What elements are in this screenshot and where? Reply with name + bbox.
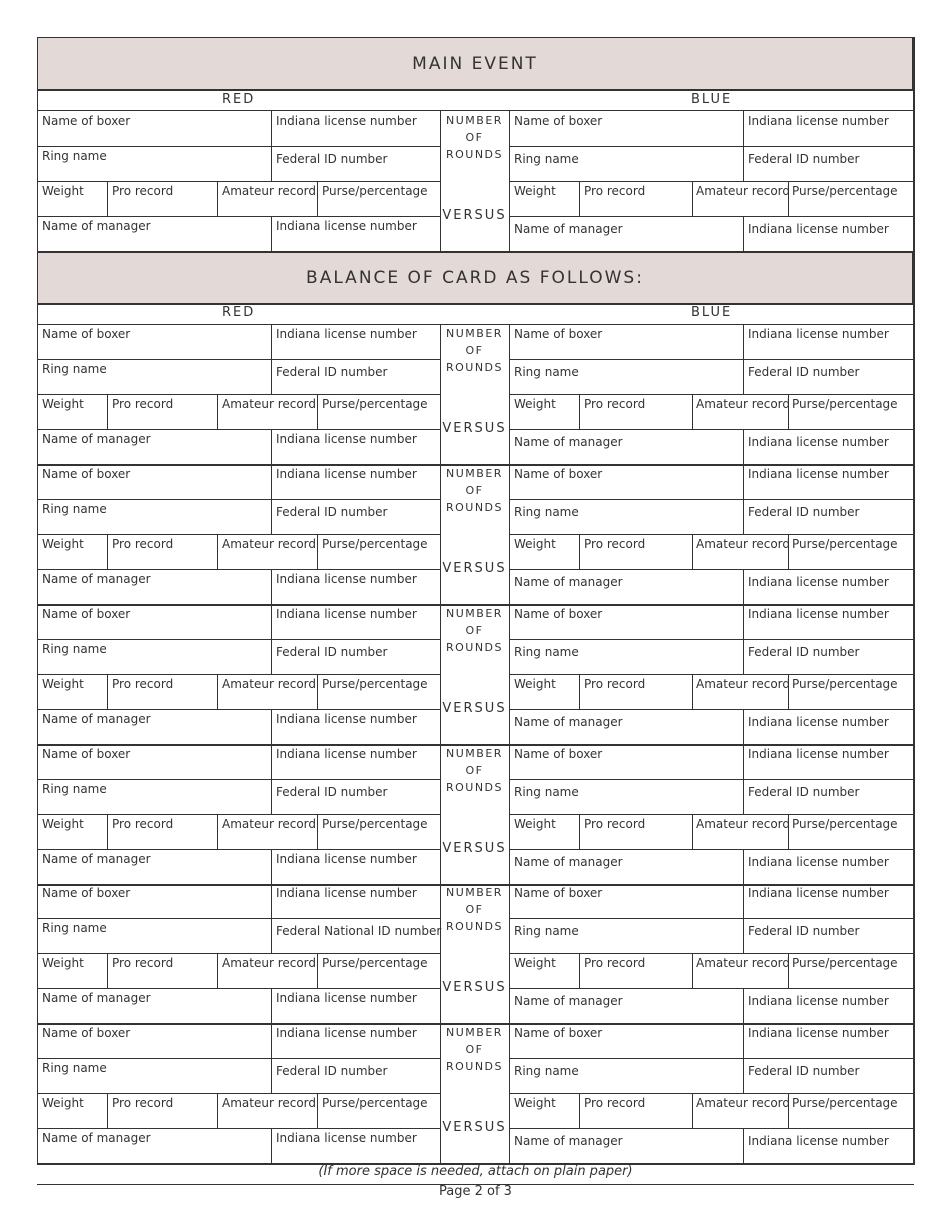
rounds-rounds-label: ROUNDS — [445, 920, 504, 933]
red-ring-name-label: Ring name — [42, 362, 107, 376]
blue-weight-label: Weight — [514, 184, 556, 198]
red-boxer-name-label: Name of boxer — [42, 607, 131, 621]
red-license-label: Indiana license number — [276, 886, 417, 900]
rounds-rounds-label: ROUNDS — [445, 1060, 504, 1073]
red-purse-label: Purse/percentage — [322, 817, 428, 831]
rounds-rounds-label: ROUNDS — [445, 361, 504, 374]
blue-weight-label: Weight — [514, 397, 556, 411]
blue-manager-license-label: Indiana license number — [748, 435, 889, 449]
blue-boxer-name-label: Name of boxer — [514, 114, 603, 128]
rule-line — [913, 37, 915, 1165]
blue-manager-license-label: Indiana license number — [748, 715, 889, 729]
blue-amateur-record-label: Amateur record — [696, 956, 791, 970]
red-manager-license-label: Indiana license number — [276, 712, 417, 726]
blue-weight-label: Weight — [514, 537, 556, 551]
red-weight-label: Weight — [42, 397, 84, 411]
red-boxer-name-label: Name of boxer — [42, 467, 131, 481]
blue-ring-name-label: Ring name — [514, 505, 579, 519]
red-ring-name-label: Ring name — [42, 782, 107, 796]
red-corner-label: RED — [222, 305, 256, 320]
blue-manager-label: Name of manager — [514, 222, 623, 236]
red-amateur-record-label: Amateur record — [222, 537, 317, 551]
red-purse-label: Purse/percentage — [322, 537, 428, 551]
blue-federal-id-label: Federal ID number — [748, 365, 860, 379]
red-weight-label: Weight — [42, 184, 84, 198]
rounds-of-label: OF — [465, 131, 484, 144]
blue-amateur-record-label: Amateur record — [696, 397, 791, 411]
red-license-label: Indiana license number — [276, 467, 417, 481]
blue-purse-label: Purse/percentage — [792, 397, 898, 411]
red-federal-id-label: Federal National ID number — [276, 924, 442, 938]
blue-purse-label: Purse/percentage — [792, 956, 898, 970]
blue-manager-license-label: Indiana license number — [748, 575, 889, 589]
blue-amateur-record-label: Amateur record — [696, 677, 791, 691]
red-boxer-name-label: Name of boxer — [42, 327, 131, 341]
blue-ring-name-label: Ring name — [514, 152, 579, 166]
rounds-of-label: OF — [465, 344, 484, 357]
blue-pro-record-label: Pro record — [584, 537, 646, 551]
red-manager-label: Name of manager — [42, 432, 151, 446]
blue-weight-label: Weight — [514, 956, 556, 970]
red-amateur-record-label: Amateur record — [222, 184, 317, 198]
red-federal-id-label: Federal ID number — [276, 1064, 388, 1078]
red-manager-license-label: Indiana license number — [276, 991, 417, 1005]
blue-corner-label: BLUE — [691, 305, 733, 320]
red-weight-label: Weight — [42, 817, 84, 831]
versus-label: VERSUS — [442, 208, 507, 223]
blue-manager-label: Name of manager — [514, 715, 623, 729]
blue-manager-label: Name of manager — [514, 855, 623, 869]
red-pro-record-label: Pro record — [112, 677, 174, 691]
blue-weight-label: Weight — [514, 1096, 556, 1110]
red-manager-license-label: Indiana license number — [276, 432, 417, 446]
red-license-label: Indiana license number — [276, 114, 417, 128]
rounds-rounds-label: ROUNDS — [445, 781, 504, 794]
rounds-of-label: OF — [465, 903, 484, 916]
red-manager-license-label: Indiana license number — [276, 852, 417, 866]
red-federal-id-label: Federal ID number — [276, 365, 388, 379]
red-manager-license-label: Indiana license number — [276, 1131, 417, 1145]
blue-manager-label: Name of manager — [514, 435, 623, 449]
blue-license-label: Indiana license number — [748, 1026, 889, 1040]
red-manager-label: Name of manager — [42, 219, 151, 233]
red-amateur-record-label: Amateur record — [222, 956, 317, 970]
blue-pro-record-label: Pro record — [584, 1096, 646, 1110]
red-weight-label: Weight — [42, 1096, 84, 1110]
blue-manager-license-label: Indiana license number — [748, 994, 889, 1008]
blue-boxer-name-label: Name of boxer — [514, 607, 603, 621]
rounds-number-label: NUMBER — [446, 114, 503, 127]
blue-amateur-record-label: Amateur record — [696, 537, 791, 551]
blue-ring-name-label: Ring name — [514, 365, 579, 379]
blue-amateur-record-label: Amateur record — [696, 817, 791, 831]
red-manager-label: Name of manager — [42, 572, 151, 586]
blue-purse-label: Purse/percentage — [792, 537, 898, 551]
blue-manager-license-label: Indiana license number — [748, 1134, 889, 1148]
blue-pro-record-label: Pro record — [584, 817, 646, 831]
main-event-header: MAIN EVENT — [37, 37, 914, 91]
red-ring-name-label: Ring name — [42, 642, 107, 656]
red-amateur-record-label: Amateur record — [222, 1096, 317, 1110]
blue-federal-id-label: Federal ID number — [748, 645, 860, 659]
red-boxer-name-label: Name of boxer — [42, 114, 131, 128]
red-manager-label: Name of manager — [42, 991, 151, 1005]
blue-boxer-name-label: Name of boxer — [514, 747, 603, 761]
red-ring-name-label: Ring name — [42, 921, 107, 935]
blue-license-label: Indiana license number — [748, 467, 889, 481]
rounds-rounds-label: ROUNDS — [445, 501, 504, 514]
blue-weight-label: Weight — [514, 817, 556, 831]
blue-pro-record-label: Pro record — [584, 956, 646, 970]
rounds-number-label: NUMBER — [446, 327, 503, 340]
blue-amateur-record-label: Amateur record — [696, 1096, 791, 1110]
red-corner-label: RED — [222, 92, 256, 107]
blue-federal-id-label: Federal ID number — [748, 505, 860, 519]
red-federal-id-label: Federal ID number — [276, 645, 388, 659]
rounds-rounds-label: ROUNDS — [445, 641, 504, 654]
red-weight-label: Weight — [42, 677, 84, 691]
blue-pro-record-label: Pro record — [584, 184, 646, 198]
rule-line — [37, 251, 914, 253]
rule-line — [37, 37, 914, 38]
blue-federal-id-label: Federal ID number — [748, 1064, 860, 1078]
blue-purse-label: Purse/percentage — [792, 1096, 898, 1110]
blue-purse-label: Purse/percentage — [792, 817, 898, 831]
blue-ring-name-label: Ring name — [514, 785, 579, 799]
red-license-label: Indiana license number — [276, 327, 417, 341]
red-federal-id-label: Federal ID number — [276, 152, 388, 166]
rounds-of-label: OF — [465, 484, 484, 497]
red-manager-label: Name of manager — [42, 712, 151, 726]
rule-line — [37, 1163, 914, 1165]
blue-manager-license-label: Indiana license number — [748, 855, 889, 869]
balance-of-card-header: BALANCE OF CARD AS FOLLOWS: — [37, 252, 914, 305]
red-manager-label: Name of manager — [42, 1131, 151, 1145]
red-boxer-name-label: Name of boxer — [42, 1026, 131, 1040]
red-pro-record-label: Pro record — [112, 184, 174, 198]
red-purse-label: Purse/percentage — [322, 184, 428, 198]
red-ring-name-label: Ring name — [42, 502, 107, 516]
red-weight-label: Weight — [42, 956, 84, 970]
red-pro-record-label: Pro record — [112, 397, 174, 411]
blue-weight-label: Weight — [514, 677, 556, 691]
blue-boxer-name-label: Name of boxer — [514, 886, 603, 900]
rounds-number-label: NUMBER — [446, 467, 503, 480]
red-ring-name-label: Ring name — [42, 1061, 107, 1075]
red-boxer-name-label: Name of boxer — [42, 886, 131, 900]
red-license-label: Indiana license number — [276, 1026, 417, 1040]
rounds-number-label: NUMBER — [446, 1026, 503, 1039]
red-federal-id-label: Federal ID number — [276, 505, 388, 519]
red-purse-label: Purse/percentage — [322, 397, 428, 411]
red-license-label: Indiana license number — [276, 747, 417, 761]
red-amateur-record-label: Amateur record — [222, 397, 317, 411]
blue-manager-label: Name of manager — [514, 994, 623, 1008]
blue-federal-id-label: Federal ID number — [748, 924, 860, 938]
rounds-of-label: OF — [465, 764, 484, 777]
blue-purse-label: Purse/percentage — [792, 184, 898, 198]
blue-boxer-name-label: Name of boxer — [514, 1026, 603, 1040]
versus-label: VERSUS — [442, 561, 507, 576]
blue-federal-id-label: Federal ID number — [748, 785, 860, 799]
blue-license-label: Indiana license number — [748, 747, 889, 761]
red-amateur-record-label: Amateur record — [222, 817, 317, 831]
red-boxer-name-label: Name of boxer — [42, 747, 131, 761]
boxing-card-form — [37, 37, 914, 1199]
blue-federal-id-label: Federal ID number — [748, 152, 860, 166]
blue-license-label: Indiana license number — [748, 886, 889, 900]
red-ring-name-label: Ring name — [42, 149, 107, 163]
blue-license-label: Indiana license number — [748, 327, 889, 341]
red-pro-record-label: Pro record — [112, 537, 174, 551]
blue-ring-name-label: Ring name — [514, 645, 579, 659]
rounds-of-label: OF — [465, 1043, 484, 1056]
red-pro-record-label: Pro record — [112, 956, 174, 970]
blue-amateur-record-label: Amateur record — [696, 184, 791, 198]
blue-manager-license-label: Indiana license number — [748, 222, 889, 236]
versus-label: VERSUS — [442, 421, 507, 436]
red-manager-license-label: Indiana license number — [276, 572, 417, 586]
blue-pro-record-label: Pro record — [584, 397, 646, 411]
page-number: Page 2 of 3 — [439, 1184, 512, 1199]
blue-pro-record-label: Pro record — [584, 677, 646, 691]
rounds-number-label: NUMBER — [446, 886, 503, 899]
red-pro-record-label: Pro record — [112, 1096, 174, 1110]
blue-ring-name-label: Ring name — [514, 924, 579, 938]
blue-manager-label: Name of manager — [514, 575, 623, 589]
red-purse-label: Purse/percentage — [322, 956, 428, 970]
red-license-label: Indiana license number — [276, 607, 417, 621]
blue-corner-label: BLUE — [691, 92, 733, 107]
blue-boxer-name-label: Name of boxer — [514, 467, 603, 481]
blue-boxer-name-label: Name of boxer — [514, 327, 603, 341]
rounds-number-label: NUMBER — [446, 607, 503, 620]
blue-purse-label: Purse/percentage — [792, 677, 898, 691]
rule-line — [37, 1184, 914, 1185]
versus-label: VERSUS — [442, 701, 507, 716]
versus-label: VERSUS — [442, 1120, 507, 1135]
red-pro-record-label: Pro record — [112, 817, 174, 831]
versus-label: VERSUS — [442, 841, 507, 856]
red-manager-label: Name of manager — [42, 852, 151, 866]
red-purse-label: Purse/percentage — [322, 677, 428, 691]
red-purse-label: Purse/percentage — [322, 1096, 428, 1110]
red-weight-label: Weight — [42, 537, 84, 551]
blue-ring-name-label: Ring name — [514, 1064, 579, 1078]
rounds-number-label: NUMBER — [446, 747, 503, 760]
blue-manager-label: Name of manager — [514, 1134, 623, 1148]
footer-note: (If more space is needed, attach on plain paper) — [318, 1164, 633, 1179]
rounds-rounds-label: ROUNDS — [445, 148, 504, 161]
blue-license-label: Indiana license number — [748, 607, 889, 621]
rounds-of-label: OF — [465, 624, 484, 637]
red-federal-id-label: Federal ID number — [276, 785, 388, 799]
versus-label: VERSUS — [442, 980, 507, 995]
red-amateur-record-label: Amateur record — [222, 677, 317, 691]
blue-license-label: Indiana license number — [748, 114, 889, 128]
red-manager-license-label: Indiana license number — [276, 219, 417, 233]
